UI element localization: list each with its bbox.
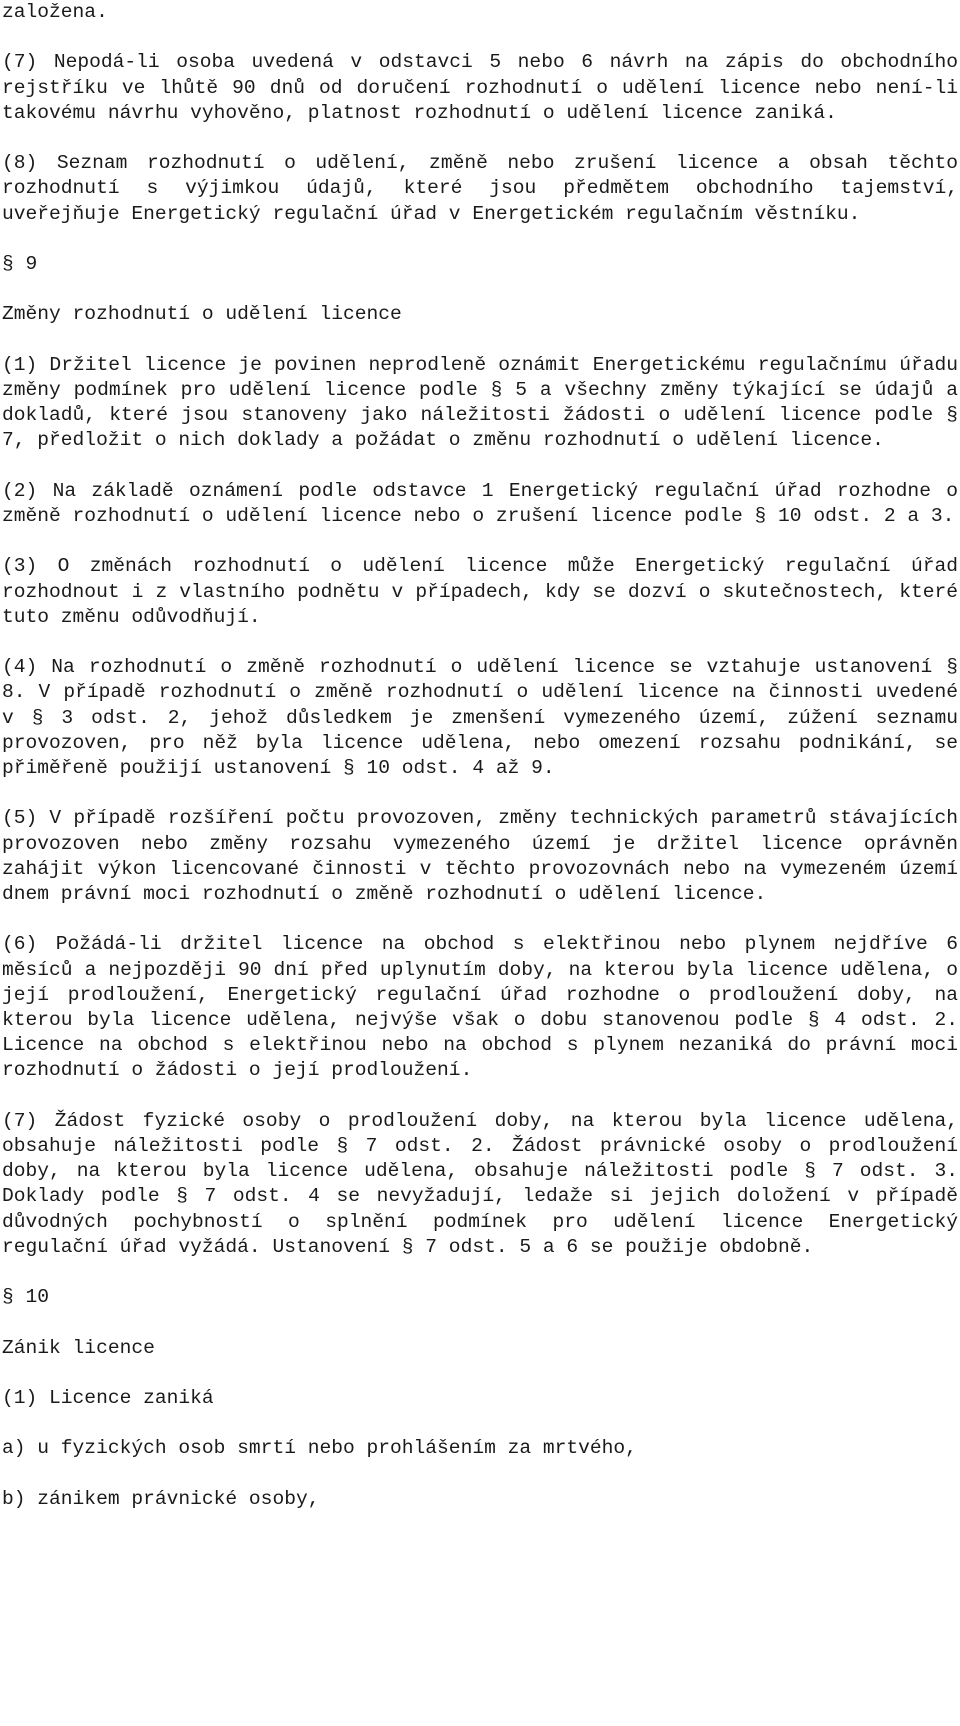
list-item-b: b) zánikem právnické osoby,: [2, 1487, 320, 1510]
list-item-a: a) u fyzických osob smrtí nebo prohlášením za mrtvého,: [2, 1437, 637, 1460]
section-number-9: § 9: [2, 252, 38, 275]
paragraph-8-7: (7) Nepodá-li osoba uvedená v odstavci 5 nebo 6 návrh na zápis do obchodního rejstříku ve lhůtě 90 dnů od doručení rozhodnutí o udělení licence nebo není-li takovému návrhu vyhověno, platnost rozhodnutí o udělení licence zaniká.: [2, 51, 958, 124]
paragraph-9-4: (4) Na rozhodnutí o změně rozhodnutí o udělení licence se vztahuje ustanovení § 8. V případě rozhodnutí o změně rozhodnutí o udělení licence na činnosti uvedené v § 3 odst. 2, jehož důsledkem je zmenšení vymezeného území, zúžení seznamu provozoven, pro něž byla licence udělena, nebo omezení rozsahu podnikání, se přiměřeně použijí ustanovení § 10 odst. 4 až 9.: [2, 656, 958, 779]
paragraph-9-2: (2) Na základě oznámení podle odstavce 1 Energetický regulační úřad rozhodne o změně rozhodnutí o udělení licence nebo o zrušení licence podle § 10 odst. 2 a 3.: [2, 479, 958, 527]
section-heading-10: Zánik licence: [2, 1336, 155, 1359]
document-page: [2, 0, 958, 1512]
section-number-10: § 10: [2, 1286, 50, 1309]
paragraph-9-5: (5) V případě rozšíření počtu provozoven, změny technických parametrů stávajících provozoven nebo změny rozsahu vymezeného území je držitel licence oprávněn zahájit výkon licencované činnosti v těchto provozovnách nebo na vymezeném území dnem právní moci rozhodnutí o změně rozhodnutí o udělení licence.: [2, 807, 958, 905]
paragraph-9-6: (6) Požádá-li držitel licence na obchod s elektřinou nebo plynem nejdříve 6 měsíců a nejpozději 90 dní před uplynutím doby, na kterou byla licence udělena, o její prodloužení, Energetický regulační úřad rozhodne o prodloužení doby, na kterou byla licence udělena, nejvýše však o dobu stanovenou podle § 4 odst. 2. Licence na obchod s elektřinou nebo na obchod s plynem nezaniká do právní moci rozhodnutí o žádosti o její prodloužení.: [2, 933, 958, 1082]
paragraph-continuation: založena.: [2, 1, 108, 23]
paragraph-8-8: (8) Seznam rozhodnutí o udělení, změně nebo zrušení licence a obsah těchto rozhodnutí s výjimkou údajů, které jsou předmětem obchodního tajemství, uveřejňuje Energetický regulační úřad v Energetickém regulačním věstníku.: [2, 152, 958, 225]
paragraph-9-3: (3) O změnách rozhodnutí o udělení licence může Energetický regulační úřad rozhodnout i z vlastního podnětu v případech, kdy se dozví o skutečnostech, které tuto změnu odůvodňují.: [2, 555, 958, 628]
paragraph-9-7: (7) Žádost fyzické osoby o prodloužení doby, na kterou byla licence udělena, obsahuje náležitosti podle § 7 odst. 2. Žádost právnické osoby o prodloužení doby, na kterou byla licence udělena, obsahuje náležitosti podle § 7 odst. 3. Doklady podle § 7 odst. 4 se nevyžadují, ledaže si jejich doložení v případě důvodných pochybností o splnění podmínek pro udělení licence Energetický regulační úřad vyžádá. Ustanovení § 7 odst. 5 a 6 se použije obdobně.: [2, 1109, 958, 1258]
paragraph-10-1: (1) Licence zaniká: [2, 1386, 214, 1409]
section-heading-9: Změny rozhodnutí o udělení licence: [2, 303, 402, 326]
paragraph-9-1: (1) Držitel licence je povinen neprodleně oznámit Energetickému regulačnímu úřadu změny podmínek pro udělení licence podle § 5 a všechny změny týkající se údajů a dokladů, které jsou stanoveny jako náležitosti žádosti o udělení licence podle § 7, předložit o nich doklady a požádat o změnu rozhodnutí o udělení licence.: [2, 353, 958, 452]
